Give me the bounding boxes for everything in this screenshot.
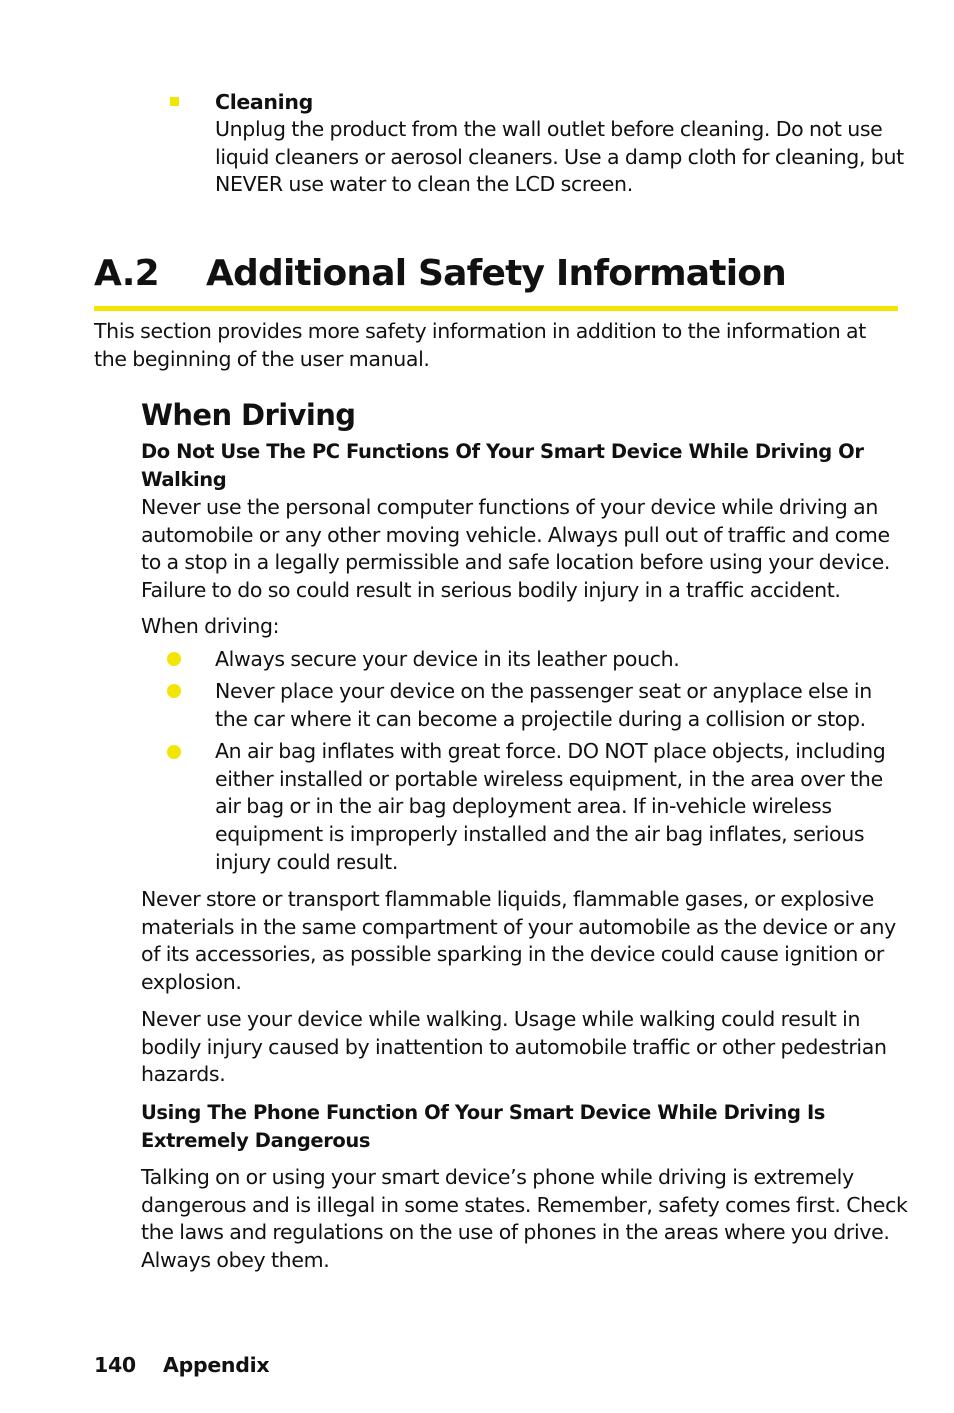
pc-functions-heading: Do Not Use The PC Functions Of Your Smart Device While Driving Or Walking	[141, 440, 864, 491]
bullet-dot-icon	[167, 652, 181, 666]
bullet-dot-icon	[167, 684, 181, 698]
footer-section-name: Appendix	[163, 1353, 270, 1377]
section-title: Additional Safety Information	[206, 253, 787, 294]
phone-function-text: Talking on or using your smart device’s phone while driving is extremely dangerous and is illegal in some states. Remember, safety comes first. Check the laws and regulations on the use of phones in the areas where you drive. Always obey them.	[141, 1165, 908, 1273]
page-number: 140	[94, 1353, 136, 1377]
list-item: Never place your device on the passenger seat or anyplace else in the car where it can become a projectile during a collision or stop.	[215, 679, 872, 731]
heading-rule	[94, 306, 898, 311]
when-driving-label: When driving:	[141, 614, 280, 638]
flammable-text: Never store or transport flammable liquids, flammable gases, or explosive materials in the same compartment of your automobile as the device or any of its accessories, as possible sparking in the device could cause ignition or explosion.	[141, 887, 896, 995]
section-intro: This section provides more safety information in addition to the information at the beginning of the user manual.	[94, 319, 866, 371]
page-footer	[94, 1352, 269, 1379]
square-bullet-icon	[170, 97, 179, 106]
walking-text: Never use your device while walking. Usage while walking could result in bodily injury caused by inattention to automobile traffic or other pedestrian hazards.	[141, 1007, 887, 1087]
phone-function-heading: Using The Phone Function Of Your Smart Device While Driving Is Extremely Dangerous	[141, 1101, 826, 1152]
cleaning-text: Unplug the product from the wall outlet before cleaning. Do not use liquid cleaners or aerosol cleaners. Use a damp cloth for cleaning, but NEVER use water to clean the LCD screen.	[215, 117, 904, 197]
subheading-when-driving: When Driving	[141, 398, 356, 432]
bullet-dot-icon	[167, 745, 181, 759]
section-heading	[94, 250, 898, 298]
list-item: An air bag inflates with great force. DO NOT place objects, including either installed or portable wireless equipment, in the area over the air bag or in the air bag deployment area. If in-vehicle wireless equipment is improperly installed and the air bag inflates, serious injury could result.	[215, 739, 886, 874]
section-number: A.2	[94, 253, 159, 294]
list-item: Always secure your device in its leather pouch.	[215, 647, 680, 671]
pc-functions-text: Never use the personal computer functions of your device while driving an automobile or any other moving vehicle. Always pull out of traffic and come to a stop in a legally permissible and safe location before using your device. Failure to do so could result in serious bodily injury in a traffic accident.	[141, 495, 890, 603]
cleaning-title: Cleaning	[215, 90, 313, 114]
